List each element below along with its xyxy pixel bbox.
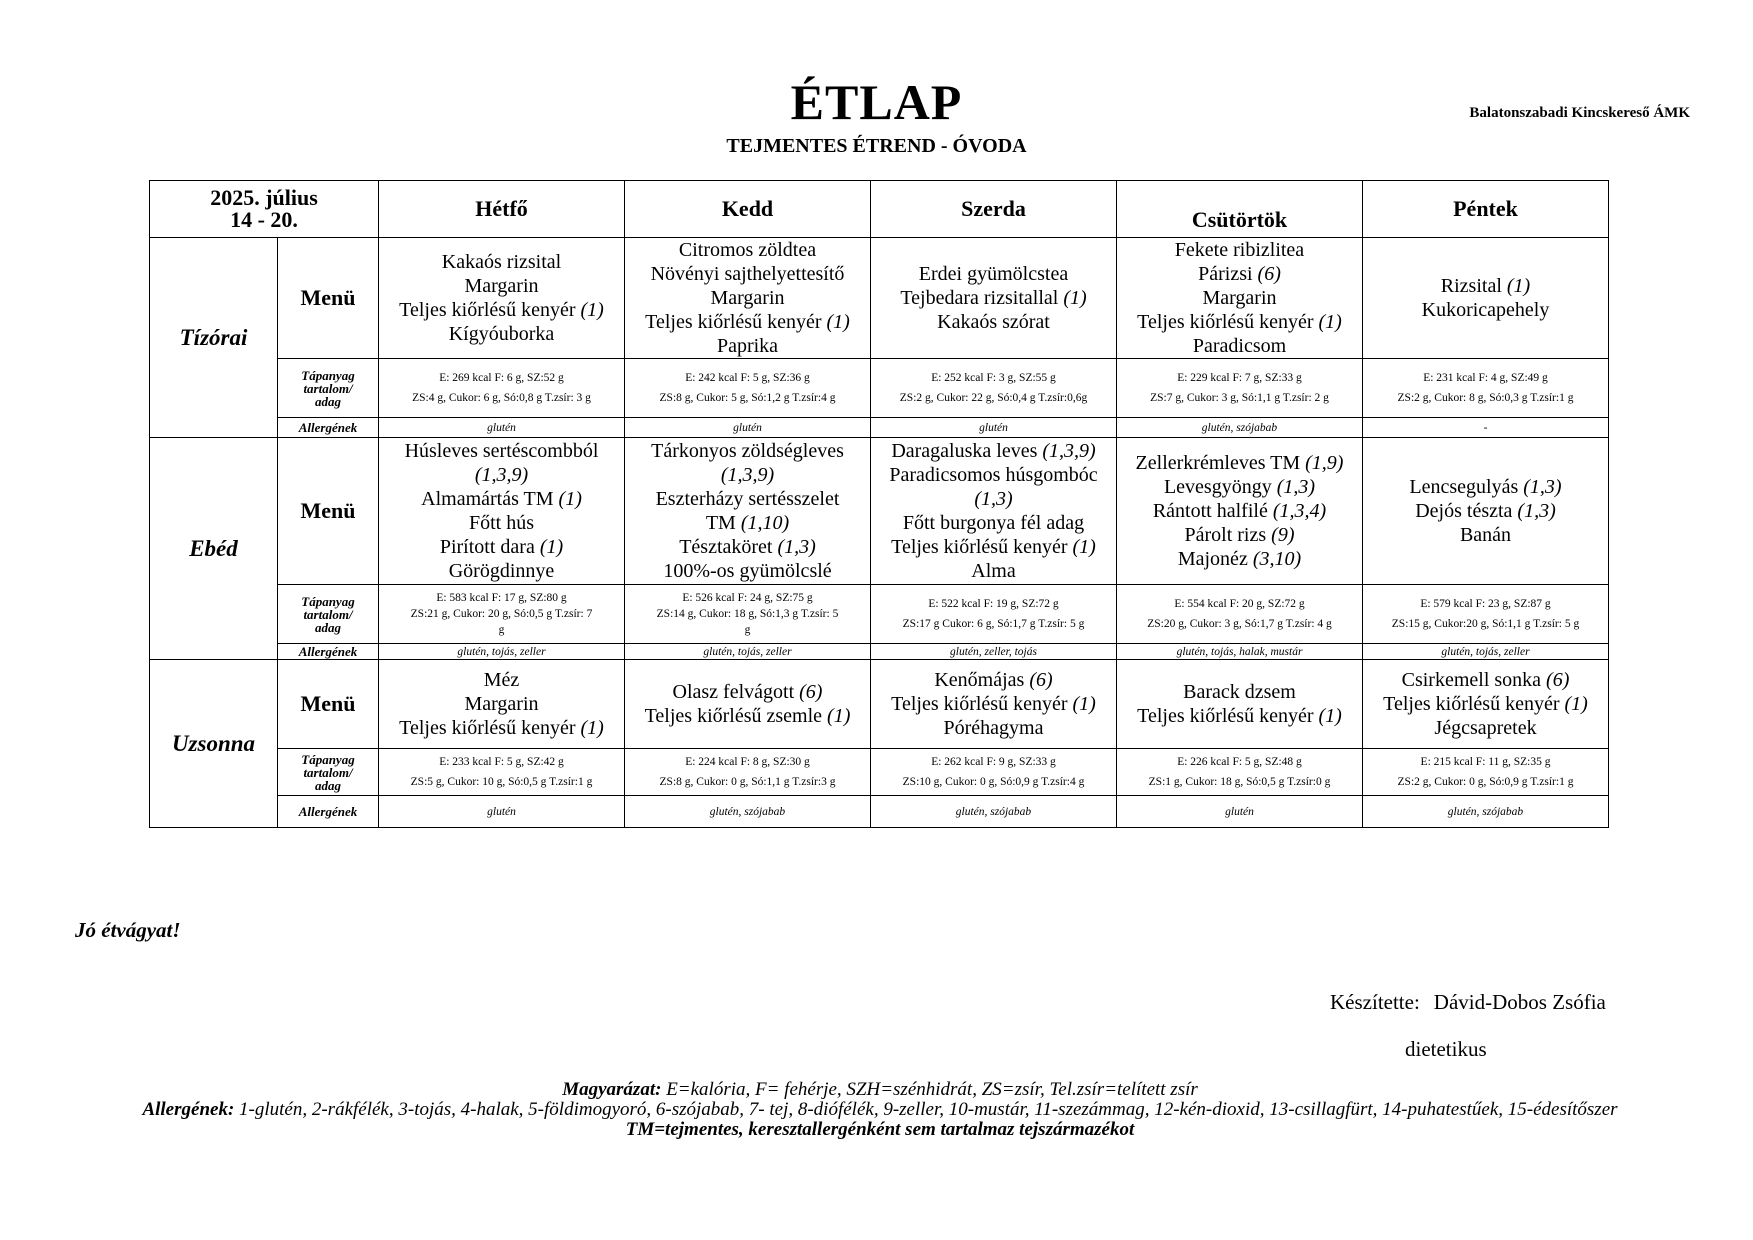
allergen-code: (6): [799, 681, 823, 703]
nutrition-line: ZS:2 g, Cukor: 0 g, Só:0,9 g T.zsír:1 g: [1397, 776, 1574, 788]
nutrition-line: ZS:8 g, Cukor: 0 g, Só:1,1 g T.zsír:3 g: [659, 776, 836, 788]
menu-item-name: Párizsi: [1198, 263, 1258, 285]
allergen-code: (1,3): [1523, 476, 1562, 498]
allergen-code: (1): [1564, 693, 1588, 715]
menu-item: [1119, 547, 1360, 571]
menu-item-name: Margarin: [710, 287, 785, 309]
week-month: 2025. július: [210, 185, 318, 210]
nutrition-cell: [871, 749, 1117, 796]
menu-row: [150, 660, 1609, 749]
menu-item-name: Tárkonyos zöldségleves: [651, 440, 844, 462]
allergen-code: (1,3): [777, 536, 816, 558]
menu-item: [873, 463, 1114, 487]
menu-cell: [625, 660, 871, 749]
nutrition-cell: [625, 359, 871, 418]
allergen-label: Allergének: [278, 418, 379, 438]
menu-item-name: Almamártás TM: [421, 488, 559, 510]
menu-item: [381, 274, 622, 298]
menu-row: [150, 438, 1609, 585]
nutrition-line: ZS:17 g Cukor: 6 g, Só:1,7 g T.zsír: 5 g: [902, 618, 1085, 630]
nutrition-cell: [1363, 359, 1609, 418]
menu-item: [381, 439, 622, 463]
day-header-thursday: Csütörtök: [1117, 181, 1363, 238]
menu-item: [381, 511, 622, 535]
menu-item: [873, 511, 1114, 535]
menu-item-name: Levesgyöngy: [1163, 476, 1277, 498]
menu-item-name: Citromos zöldtea: [678, 239, 817, 261]
menu-item-name: Húsleves sertéscombból: [404, 440, 599, 462]
menu-item: [1119, 451, 1360, 475]
allergen-code: (1): [539, 536, 564, 558]
menu-item: [381, 535, 622, 559]
menu-item: [381, 322, 622, 346]
menu-item-name: Főtt hús: [468, 512, 535, 534]
allergen-code: (1): [1506, 275, 1531, 297]
menu-item-name: Csirkemell sonka: [1401, 669, 1547, 691]
menu-item: [627, 262, 868, 286]
menu-item: [381, 487, 622, 511]
menu-item: [627, 439, 868, 463]
menu-item-name: Főtt burgonya fél adag: [902, 512, 1085, 534]
nutrition-label-line: Tápanyag: [301, 751, 355, 767]
allergen-cell: glutén, szójabab: [871, 796, 1117, 828]
page-subtitle: TEJMENTES ÉTREND - ÓVODA: [726, 135, 1027, 157]
nutrition-cell: [1363, 749, 1609, 796]
nutrition-label-line: adag: [315, 777, 341, 793]
menu-item: [381, 668, 622, 692]
allergen-code: (1): [580, 299, 604, 321]
menu-item: [873, 487, 1114, 511]
nutrition-line: ZS:2 g, Cukor: 22 g, Só:0,4 g T.zsír:0,6g: [899, 392, 1088, 404]
menu-item-name: Majonéz: [1177, 548, 1253, 570]
menu-cell: [625, 438, 871, 585]
menu-item-name: Teljes kiőrlésű kenyér: [1137, 311, 1319, 333]
menu-item-name: Teljes kiőrlésű zsemle: [644, 705, 828, 727]
menu-item: [873, 286, 1114, 310]
menu-item: [627, 680, 868, 704]
menu-item-name: Fekete ribizlitea: [1174, 239, 1305, 261]
menu-item-name: Margarin: [464, 275, 539, 297]
allergen-code: (6): [1029, 669, 1053, 691]
menu-item: [1119, 334, 1360, 358]
menu-cell: [871, 438, 1117, 585]
menu-item-name: Teljes kiőrlésű kenyér: [1137, 705, 1319, 727]
nutrition-line: ZS:20 g, Cukor: 3 g, Só:1,7 g T.zsír: 4 g: [1147, 618, 1332, 630]
menu-item-name: Erdei gyümölcstea: [918, 263, 1069, 285]
nutrition-line: E: 522 kcal F: 19 g, SZ:72 g: [928, 598, 1059, 610]
nutrition-line: ZS:4 g, Cukor: 6 g, Só:0,8 g T.zsír: 3 g: [412, 392, 591, 404]
menu-item-name: Tejbedara rizsitallal: [900, 287, 1064, 309]
allergen-label: Allergének: [278, 644, 379, 660]
allergen-code: (1,3,9): [720, 464, 775, 486]
menu-item-name: Teljes kiőrlésű kenyér: [399, 717, 581, 739]
nutrition-label: [278, 585, 379, 644]
legend: [100, 1080, 1660, 1140]
day-header-tuesday: Kedd: [625, 181, 871, 238]
nutrition-line: ZS:10 g, Cukor: 0 g, Só:0,9 g T.zsír:4 g: [902, 776, 1085, 788]
nutrition-line: g: [744, 624, 751, 636]
nutrition-line: E: 226 kcal F: 5 g, SZ:48 g: [1177, 756, 1302, 768]
menu-item: [1119, 262, 1360, 286]
nutrition-line: E: 231 kcal F: 4 g, SZ:49 g: [1423, 372, 1548, 384]
menu-item: [1365, 475, 1606, 499]
author-label: Készítette:: [1330, 990, 1420, 1014]
menu-item-name: Rántott halfilé: [1152, 500, 1273, 522]
menu-item: [1365, 668, 1606, 692]
allergen-cell: glutén, tojás, zeller: [379, 644, 625, 660]
menu-cell: [1117, 660, 1363, 749]
allergen-code: (1): [558, 488, 582, 510]
menu-item-name: Méz: [483, 669, 520, 691]
menu-cell: [379, 660, 625, 749]
nutrition-label: [278, 749, 379, 796]
menu-item: [873, 668, 1114, 692]
menu-item-name: Kukoricapehely: [1421, 299, 1550, 321]
nutrition-line: ZS:14 g, Cukor: 18 g, Só:1,3 g T.zsír: 5: [656, 608, 839, 620]
menu-item-name: Pirított dara: [439, 536, 540, 558]
nutrition-line: E: 252 kcal F: 3 g, SZ:55 g: [931, 372, 1056, 384]
allergen-row: [150, 418, 1609, 438]
menu-item: [1119, 680, 1360, 704]
menu-item-name: Rizsital: [1440, 275, 1507, 297]
menu-item-name: Kakaós rizsital: [441, 251, 562, 273]
allergen-code: (1,9): [1305, 452, 1344, 474]
menu-label: Menü: [278, 438, 379, 585]
menu-item: [381, 298, 622, 322]
menu-item-name: Banán: [1459, 524, 1512, 546]
menu-item-name: Tésztaköret: [679, 536, 778, 558]
page-title: ÉTLAP: [790, 74, 963, 130]
nutrition-line: E: 269 kcal F: 6 g, SZ:52 g: [439, 372, 564, 384]
legend-line: [100, 1080, 1660, 1100]
menu-cell: [379, 438, 625, 585]
menu-label: Menü: [278, 660, 379, 749]
day-header-wednesday: Szerda: [871, 181, 1117, 238]
menu-item: [873, 535, 1114, 559]
menu-row: [150, 238, 1609, 359]
nutrition-line: E: 233 kcal F: 5 g, SZ:42 g: [439, 756, 564, 768]
nutrition-label-line: Tápanyag: [301, 367, 355, 383]
nutrition-line: g: [498, 624, 505, 636]
nutrition-cell: [1117, 749, 1363, 796]
allergen-cell: glutén, tojás, zeller: [1363, 644, 1609, 660]
nutrition-line: ZS:15 g, Cukor:20 g, Só:1,1 g T.zsír: 5 g: [1391, 618, 1580, 630]
nutrition-cell: [379, 749, 625, 796]
institution-name: Balatonszabadi Kincskereső ÁMK: [1469, 105, 1690, 121]
menu-cell: [1363, 660, 1609, 749]
nutrition-cell: [871, 359, 1117, 418]
allergen-code: (1,3): [1517, 500, 1556, 522]
nutrition-label-line: Tápanyag: [301, 593, 355, 609]
menu-item-name: Dejós tészta: [1415, 500, 1518, 522]
allergen-code: (1): [1318, 311, 1342, 333]
menu-cell: [625, 238, 871, 359]
menu-item: [1365, 716, 1606, 740]
menu-item: [381, 250, 622, 274]
menu-item: [1119, 286, 1360, 310]
nutrition-line: E: 242 kcal F: 5 g, SZ:36 g: [685, 372, 810, 384]
nutrition-label-line: tartalom/: [303, 606, 353, 622]
menu-item-name: Teljes kiőrlésű kenyér: [645, 311, 827, 333]
menu-item-name: Eszterházy sertésszelet: [655, 488, 840, 510]
author-line: [1330, 990, 1606, 1015]
nutrition-cell: [1363, 585, 1609, 644]
week-range: 14 - 20.: [230, 207, 298, 232]
menu-table: [149, 180, 1609, 828]
allergen-code: (1): [1318, 705, 1342, 727]
meal-name: Uzsonna: [150, 660, 278, 828]
menu-item: [1119, 499, 1360, 523]
allergen-code: (1): [1072, 536, 1096, 558]
menu-cell: [1363, 438, 1609, 585]
author-role: dietetikus: [1405, 1037, 1487, 1061]
nutrition-line: E: 229 kcal F: 7 g, SZ:33 g: [1177, 372, 1302, 384]
day-header-monday: Hétfő: [379, 181, 625, 238]
allergen-cell: glutén: [1117, 796, 1363, 828]
menu-item: [1119, 238, 1360, 262]
menu-item-name: Paradicsomos húsgombóc: [889, 464, 1098, 486]
menu-item: [627, 535, 868, 559]
nutrition-cell: [379, 359, 625, 418]
menu-item-name: Póréhagyma: [943, 717, 1044, 739]
allergen-code: (6): [1257, 263, 1281, 285]
menu-cell: [871, 238, 1117, 359]
menu-cell: [1363, 238, 1609, 359]
nutrition-line: E: 579 kcal F: 23 g, SZ:87 g: [1420, 598, 1551, 610]
allergen-cell: glutén: [871, 418, 1117, 438]
allergen-cell: glutén: [379, 418, 625, 438]
allergen-code: (1): [580, 717, 604, 739]
menu-item-name: Daragaluska leves: [891, 440, 1043, 462]
nutrition-line: E: 224 kcal F: 8 g, SZ:30 g: [685, 756, 810, 768]
menu-item: [873, 310, 1114, 334]
nutrition-line: ZS:2 g, Cukor: 8 g, Só:0,3 g T.zsír:1 g: [1397, 392, 1574, 404]
menu-item-name: Növényi sajthelyettesítő: [650, 263, 845, 285]
nutrition-row: [150, 749, 1609, 796]
menu-item: [873, 692, 1114, 716]
allergen-cell: glutén, tojás, halak, mustár: [1117, 644, 1363, 660]
day-header-friday: Péntek: [1363, 181, 1609, 238]
menu-item-name: Lencsegulyás: [1409, 476, 1524, 498]
legend-label: Magyarázat:: [562, 1079, 662, 1100]
allergen-row: [150, 644, 1609, 660]
nutrition-label: [278, 359, 379, 418]
menu-item-name: Görögdinnye: [448, 560, 555, 582]
menu-item-name: Teljes kiőrlésű kenyér: [891, 536, 1073, 558]
nutrition-cell: [625, 585, 871, 644]
menu-item: [381, 692, 622, 716]
tm-note: TM=tejmentes, keresztallergénként sem tartalmaz tejszármazékot: [625, 1119, 1135, 1140]
allergen-cell: glutén: [379, 796, 625, 828]
allergen-legend-line: [100, 1100, 1660, 1120]
nutrition-row: [150, 585, 1609, 644]
menu-item: [627, 559, 868, 583]
menu-cell: [1117, 238, 1363, 359]
allergen-label: Allergének: [278, 796, 379, 828]
menu-item: [1365, 523, 1606, 547]
nutrition-label-line: tartalom/: [303, 380, 353, 396]
menu-item: [873, 559, 1114, 583]
menu-item-name: Kígyóuborka: [448, 323, 555, 345]
menu-item-name: Paprika: [716, 335, 779, 357]
menu-item: [1119, 523, 1360, 547]
menu-item-name: Barack dzsem: [1183, 681, 1296, 703]
menu-item: [381, 559, 622, 583]
allergen-code: (9): [1271, 524, 1295, 546]
legend-text: E=kalória, F= fehérje, SZH=szénhidrát, ZS=zsír, Tel.zsír=telített zsír: [661, 1079, 1198, 1100]
header-row: [150, 181, 1609, 238]
nutrition-cell: [379, 585, 625, 644]
allergen-code: (1): [1072, 693, 1096, 715]
menu-item: [873, 439, 1114, 463]
menu-item: [627, 704, 868, 728]
menu-item: [381, 716, 622, 740]
allergen-row: [150, 796, 1609, 828]
allergen-cell: glutén, szójabab: [1363, 796, 1609, 828]
menu-item-name: Olasz felvágott: [672, 681, 800, 703]
allergen-code: (1): [1063, 287, 1087, 309]
menu-item: [873, 262, 1114, 286]
author-name: Dávid-Dobos Zsófia: [1433, 990, 1606, 1014]
nutrition-line: E: 583 kcal F: 17 g, SZ:80 g: [436, 592, 567, 604]
nutrition-label-line: adag: [315, 393, 341, 409]
allergen-cell: glutén, zeller, tojás: [871, 644, 1117, 660]
week-cell: [150, 181, 379, 238]
menu-cell: [871, 660, 1117, 749]
allergen-code: (1,3): [974, 488, 1013, 510]
menu-item-name: Teljes kiőrlésű kenyér: [399, 299, 581, 321]
menu-label: Menü: [278, 238, 379, 359]
menu-item-name: Margarin: [1202, 287, 1277, 309]
menu-item: [627, 310, 868, 334]
menu-item-name: Teljes kiőrlésű kenyér: [1383, 693, 1565, 715]
menu-item-name: Margarin: [464, 693, 539, 715]
menu-item: [1365, 499, 1606, 523]
allergen-cell: -: [1363, 418, 1609, 438]
allergen-cell: glutén, szójabab: [625, 796, 871, 828]
menu-item-name: Teljes kiőrlésű kenyér: [891, 693, 1073, 715]
nutrition-line: ZS:1 g, Cukor: 18 g, Só:0,5 g T.zsír:0 g: [1148, 776, 1331, 788]
menu-item: [1365, 298, 1606, 322]
menu-item: [627, 238, 868, 262]
menu-item: [627, 463, 868, 487]
menu-item: [1119, 704, 1360, 728]
menu-item: [1365, 692, 1606, 716]
allergen-cell: glutén, tojás, zeller: [625, 644, 871, 660]
allergen-code: (1,3): [1276, 476, 1316, 498]
nutrition-line: ZS:21 g, Cukor: 20 g, Só:0,5 g T.zsír: 7: [410, 608, 593, 620]
nutrition-line: E: 262 kcal F: 9 g, SZ:33 g: [931, 756, 1056, 768]
allergen-legend-label: Allergének:: [142, 1099, 235, 1120]
menu-item: [381, 463, 622, 487]
menu-item-name: Paradicsom: [1192, 335, 1287, 357]
allergen-code: (6): [1546, 669, 1570, 691]
menu-cell: [379, 238, 625, 359]
menu-item-name: 100%-os gyümölcslé: [663, 560, 832, 582]
nutrition-line: E: 554 kcal F: 20 g, SZ:72 g: [1174, 598, 1305, 610]
allergen-code: (1,3,9): [1042, 440, 1096, 462]
greeting: Jó étvágyat!: [75, 918, 181, 942]
allergen-code: (1): [826, 311, 850, 333]
menu-item-name: Kenőmájas: [934, 669, 1030, 691]
allergen-code: (1,3,4): [1272, 500, 1327, 522]
allergen-cell: glutén: [625, 418, 871, 438]
menu-item: [873, 716, 1114, 740]
allergen-cell: glutén, szójabab: [1117, 418, 1363, 438]
menu-item: [1365, 274, 1606, 298]
meal-name: Ebéd: [150, 438, 278, 660]
nutrition-line: ZS:5 g, Cukor: 10 g, Só:0,5 g T.zsír:1 g: [410, 776, 593, 788]
nutrition-line: E: 526 kcal F: 24 g, SZ:75 g: [682, 592, 813, 604]
nutrition-label-line: tartalom/: [303, 764, 353, 780]
nutrition-label-line: adag: [315, 619, 341, 635]
nutrition-line: E: 215 kcal F: 11 g, SZ:35 g: [1420, 756, 1551, 768]
menu-item: [1119, 310, 1360, 334]
menu-item-name: Kakaós szórat: [937, 311, 1050, 333]
meal-name: Tízórai: [150, 238, 278, 438]
nutrition-cell: [871, 585, 1117, 644]
allergen-legend-text: 1-glutén, 2-rákfélék, 3-tojás, 4-halak, 5-földimogyoró, 6-szójabab, 7- tej, 8-diófélék, 9-zeller, 10-mustár, 11-szezámmag, 12-kén-dioxid, 13-csillagfürt, 14-puhatestűek, 15-édesítőszer: [234, 1099, 1618, 1120]
allergen-code: (3,10): [1252, 548, 1302, 570]
nutrition-line: ZS:8 g, Cukor: 5 g, Só:1,2 g T.zsír:4 g: [659, 392, 836, 404]
nutrition-cell: [1117, 359, 1363, 418]
menu-item-name: Jégcsapretek: [1434, 717, 1537, 739]
allergen-code: (1,10): [740, 512, 790, 534]
menu-item-name: Zellerkrémleves TM: [1135, 452, 1306, 474]
allergen-code: (1): [827, 705, 851, 727]
nutrition-cell: [625, 749, 871, 796]
menu-item-name: TM: [705, 512, 741, 534]
menu-item: [627, 511, 868, 535]
menu-item: [1119, 475, 1360, 499]
nutrition-line: ZS:7 g, Cukor: 3 g, Só:1,1 g T.zsír: 2 g: [1150, 392, 1329, 404]
nutrition-row: [150, 359, 1609, 418]
menu-item: [627, 286, 868, 310]
nutrition-cell: [1117, 585, 1363, 644]
menu-item: [627, 334, 868, 358]
menu-cell: [1117, 438, 1363, 585]
menu-item-name: Párolt rizs: [1184, 524, 1272, 546]
menu-item-name: Alma: [971, 560, 1016, 582]
menu-item: [627, 487, 868, 511]
allergen-code: (1,3,9): [474, 464, 529, 486]
